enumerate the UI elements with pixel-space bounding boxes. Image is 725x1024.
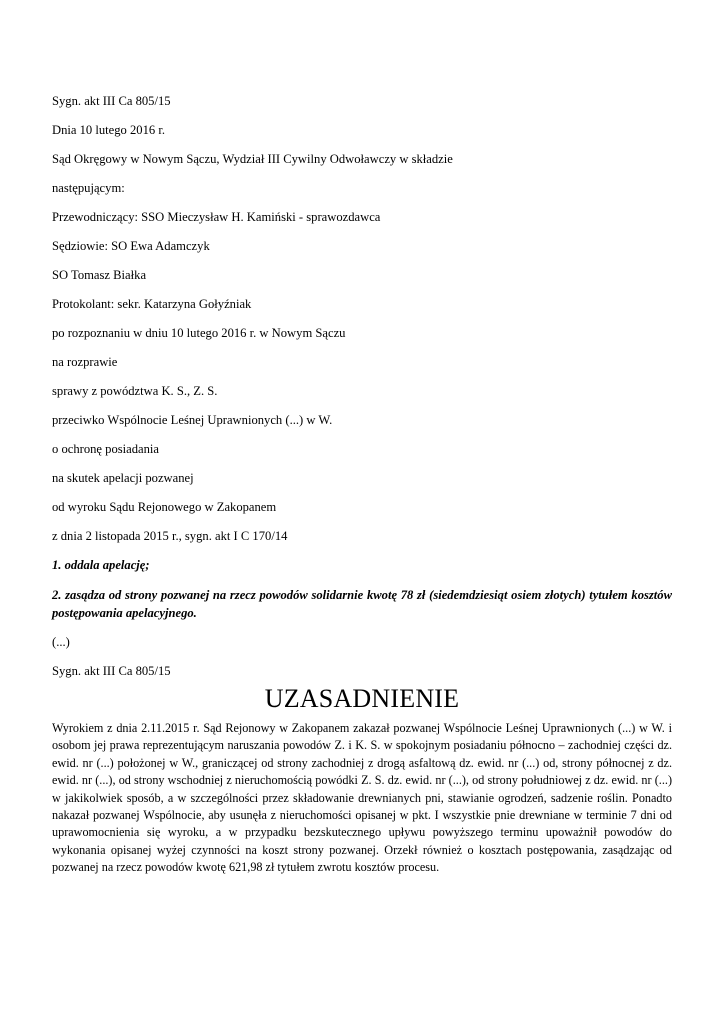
- lower-court-judgment-date: z dnia 2 listopada 2015 r., sygn. akt I C 170/14: [52, 529, 288, 543]
- case-signature-2: Sygn. akt III Ca 805/15: [52, 664, 171, 678]
- judgment-date: Dnia 10 lutego 2016 r.: [52, 123, 165, 137]
- justification-title: UZASADNIENIE: [264, 684, 460, 713]
- session-type: na rozprawie: [52, 355, 118, 369]
- defendant: przeciwko Wspólnocie Leśnej Uprawnionych (...) w W.: [52, 413, 333, 427]
- presiding-judge: Przewodniczący: SSO Mieczysław H. Kamiński - sprawozdawca: [52, 210, 381, 224]
- composition-label: następującym:: [52, 181, 125, 195]
- case-subject: o ochronę posiadania: [52, 442, 160, 456]
- court-clerk: Protokolant: sekr. Katarzyna Gołyźniak: [52, 297, 252, 311]
- justification-paragraph: Wyrokiem z dnia 2.11.2015 r. Sąd Rejonowy w Zakopanem zakazał pozwanej Wspólnocie Leśnej Uprawnionych (...) w W. i osobom jej prawa reprezentującym naruszania powodów Z. i K. S. w spokojnym posiadaniu północno – zachodniej części dz. ewid. nr (...) położonej w W., graniczącej od strony zachodniej z drogą asfaltową dz. ewid. nr (...) od, strony północnej z dz. ewid. nr (...), od strony wschodniej z nieruchomością powódki Z. S. dz. ewid. nr (...), od strony południowej z dz. ewid. nr (...) w jakikolwiek sposób, a w szczególności przez składowanie drewnianych pni, stawianie ogrodzeń, sadzenie roślin. Ponadto nakazał pozwanej Wspólnocie, aby usunęła z nieruchomości opisanej w pkt. I wszystkie pnie drewniane w terminie 7 dni od uprawomocnienia się wyroku, a w przypadku bezskutecznego upływu powyższego terminu upoważnił powodów do wykonania opisanej wyżej czynności na koszt strony pozwanej. Orzekł również o kosztach postępowania, zasądzając od pozwanej na rzecz powodów kwotę 621,98 zł tytułem zwrotu kosztów procesu.: [52, 721, 672, 875]
- ruling-item-1: 1. oddala apelację;: [52, 558, 150, 572]
- hearing-info: po rozpoznaniu w dniu 10 lutego 2016 r. w Nowym Sączu: [52, 326, 346, 340]
- omission-mark: (...): [52, 635, 70, 649]
- ruling-item-2: 2. zasądza od strony pozwanej na rzecz powodów solidarnie kwotę 78 zł (siedemdziesiąt osiem złotych) tytułem kosztów postępowania apelacyjnego.: [52, 588, 672, 620]
- appeal-basis: na skutek apelacji pozwanej: [52, 471, 194, 485]
- case-signature: Sygn. akt III Ca 805/15: [52, 94, 171, 108]
- case-parties: sprawy z powództwa K. S., Z. S.: [52, 384, 218, 398]
- lower-court-judgment: od wyroku Sądu Rejonowego w Zakopanem: [52, 500, 277, 514]
- court-name: Sąd Okręgowy w Nowym Sączu, Wydział III Cywilny Odwoławczy w składzie: [52, 152, 453, 166]
- judges: Sędziowie: SO Ewa Adamczyk: [52, 239, 210, 253]
- judge-second: SO Tomasz Białka: [52, 268, 147, 282]
